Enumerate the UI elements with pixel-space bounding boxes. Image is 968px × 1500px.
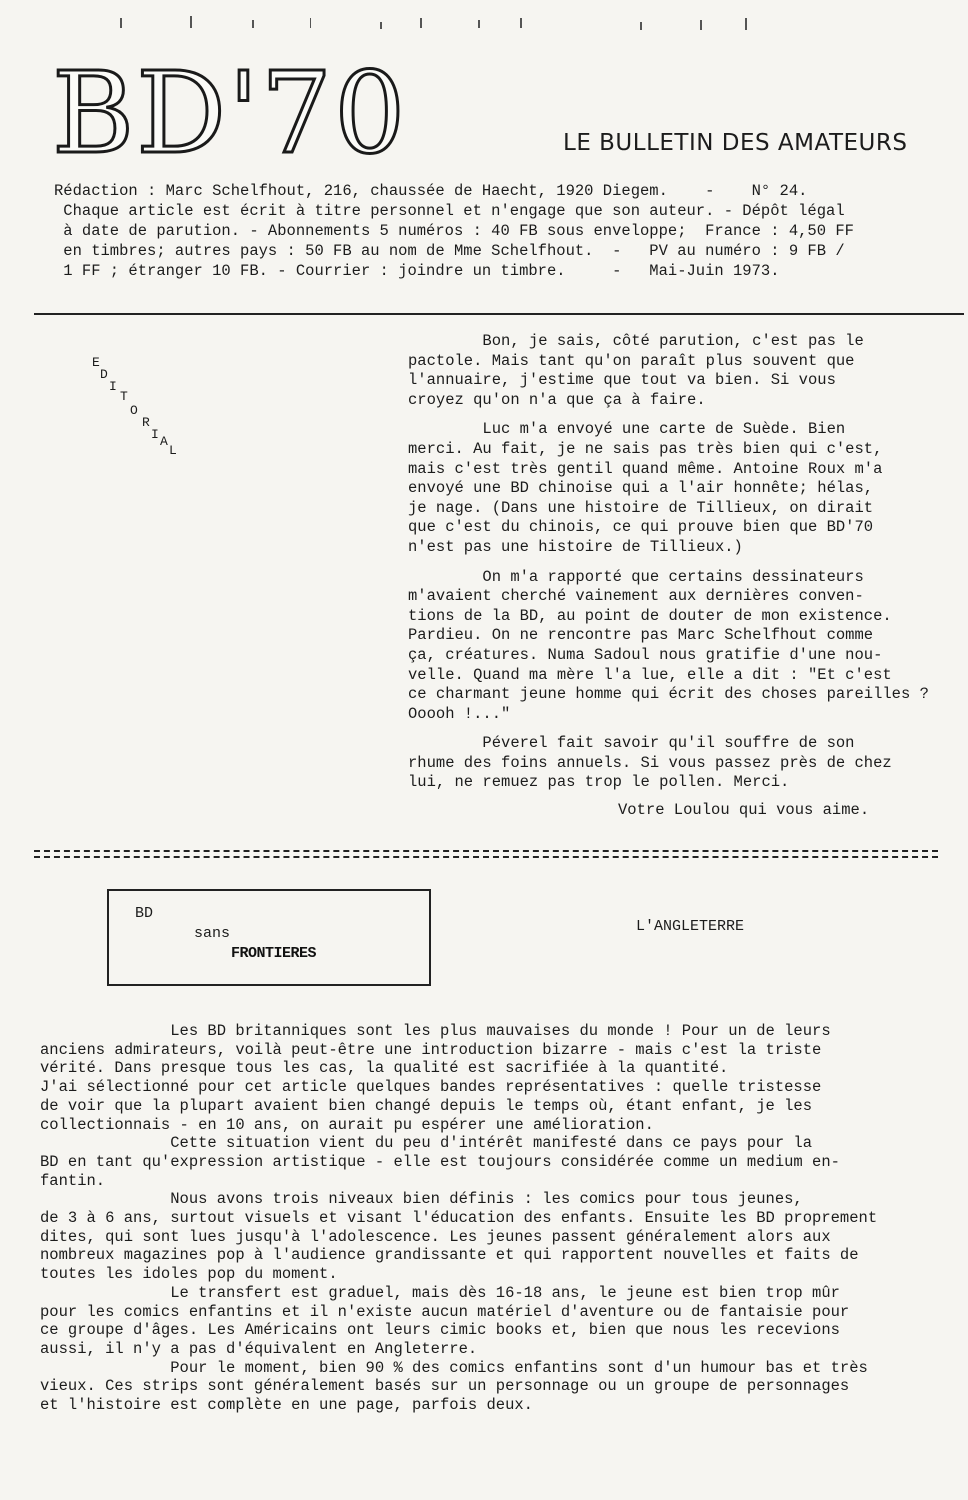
editorial-letter: I <box>109 379 117 394</box>
article-line: de voir que la plupart avaient bien changé depuis le temps où, étant enfant, je les <box>40 1096 813 1115</box>
article-line: J'ai sélectionné pour cet article quelques bandes représentatives : quelle tristesse <box>40 1078 822 1097</box>
info-line: à date de parution. - Abonnements 5 numéros : 40 FB sous enveloppe; France : 4,50 FF <box>54 222 854 240</box>
section-box-frontieres: FRONTIERES <box>231 945 317 962</box>
article-body <box>40 1022 940 1415</box>
editorial-paragraph: On m'a rapporté que certains dessinateurs m'avaient cherché vainement aux dernières conven- tions de la BD, au point de douter de mon existence. Pardieu. On ne rencontre pas Marc Schelfhout comme ça, créatures. Numa Sadoul nous gratifie d'une nou- velle. Quand ma mère l'a lue, elle a dit : "Et c'est ce charmant jeune homme qui écrit des choses pareilles ? Ooooh !..." <box>408 567 929 723</box>
section-box-sans: sans <box>194 925 231 942</box>
info-line: 1 FF ; étranger 10 FB. - Courrier : joindre un timbre. - Mai-Juin 1973. <box>54 262 780 280</box>
editorial-paragraph: Bon, je sais, côté parution, c'est pas le pactole. Mais tant qu'on paraît plus souvent que l'annuaire, j'estime que tout va bien. Si vous croyez qu'on n'a que ça à faire. <box>408 332 864 409</box>
publication-info <box>54 181 854 281</box>
editorial-letter: I <box>151 427 159 442</box>
masthead-title: BD'70 <box>52 49 408 179</box>
article-line: et l'histoire est complète en une page, parfois deux. <box>40 1396 533 1415</box>
editorial-label <box>90 355 190 465</box>
article-line: Les BD britanniques sont les plus mauvaises du monde ! Pour un de leurs <box>40 1022 831 1040</box>
section-title-box <box>107 889 431 986</box>
article-line: nombreux magazines pop à l'audience grandissante et qui rapportent nouvelles et faits de <box>40 1246 859 1265</box>
editorial-letter: E <box>92 355 100 370</box>
editorial-paragraph: Luc m'a envoyé une carte de Suède. Bien merci. Au fait, je ne sais pas très bien qui c'est, mais c'est très gentil quand même. Antoine Roux m'a envoyé une BD chinoise qui a l'air honnête; hélas, je nage. (Dans une histoire de Tillieux, on dirait que c'est du chinois, ce qui prouve bien que BD'70 n'est pas une histoire de Tillieux.) <box>408 420 883 556</box>
editorial-signoff: Votre Loulou qui vous aime. <box>618 801 870 819</box>
article-line: aussi, il n'y a pas d'équivalent en Angleterre. <box>40 1339 478 1358</box>
info-line: Chaque article est écrit à titre personnel et n'engage que son auteur. - Dépôt légal <box>54 202 845 220</box>
editorial-letter: L <box>169 443 177 458</box>
article-line: vérité. Dans presque tous les cas, la qualité est sacrifiée à la quantité. <box>40 1059 729 1078</box>
article-line: vieux. Ces strips sont généralement basés sur un personnage ou un groupe de personnages <box>40 1377 850 1396</box>
article-line: dites, qui sont lues jusqu'à l'adolescence. Les jeunes passent généralement alors aux <box>40 1227 831 1246</box>
article-line: Le transfert est graduel, mais dès 16-18 ans, le jeune est bien trop mûr <box>40 1283 840 1302</box>
editorial-letter: T <box>120 389 128 404</box>
editorial-paragraph: Péverel fait savoir qu'il souffre de son rhume des foins annuels. Si vous passez près de chez lui, ne remuez pas trop le pollen. Merci. <box>408 734 892 792</box>
article-line: anciens admirateurs, voilà peut-être une introduction bizarre - mais c'est la triste <box>40 1040 822 1059</box>
bulletin-subtitle: LE BULLETIN DES AMATEURS <box>563 130 908 156</box>
header-divider <box>34 313 964 315</box>
article-line: Nous avons trois niveaux bien définis : les comics pour tous jeunes, <box>40 1190 803 1209</box>
info-line: en timbres; autres pays : 50 FB au nom de Mme Schelfhout. - PV au numéro : 9 FB / <box>54 242 845 260</box>
article-line: toutes les idoles pop du moment. <box>40 1265 338 1284</box>
article-line: collectionnais - en 10 ans, on aurait pu espérer une amélioration. <box>40 1115 654 1134</box>
article-line: BD en tant qu'expression artistique - elle est toujours considérée comme un medium en- <box>40 1152 840 1171</box>
section-divider <box>34 850 938 858</box>
article-line: pour les comics enfantins et il n'existe aucun matériel d'aventure ou de fantaisie pour <box>40 1302 850 1321</box>
info-line: Rédaction : Marc Schelfhout, 216, chaussée de Haecht, 1920 Diegem. - N° 24. <box>54 182 808 200</box>
article-line: ce groupe d'âges. Les Américains ont leurs cimic books et, bien que nous les recevions <box>40 1321 840 1340</box>
top-edge-marks <box>0 0 968 40</box>
editorial-letter: A <box>160 434 168 449</box>
article-line: Pour le moment, bien 90 % des comics enfantins sont d'un humour bas et très <box>40 1358 868 1377</box>
article-line: de 3 à 6 ans, surtout visuels et visant l'éducation des enfants. Ensuite les BD proprement <box>40 1209 878 1228</box>
editorial-text <box>408 332 956 803</box>
article-country: L'ANGLETERRE <box>636 918 745 935</box>
editorial-letter: O <box>130 403 138 418</box>
section-box-bd: BD <box>135 905 154 922</box>
article-line: fantin. <box>40 1171 106 1190</box>
editorial-letter: R <box>142 415 150 430</box>
article-line: Cette situation vient du peu d'intérêt manifesté dans ce pays pour la <box>40 1134 813 1153</box>
editorial-letter: D <box>100 367 108 382</box>
